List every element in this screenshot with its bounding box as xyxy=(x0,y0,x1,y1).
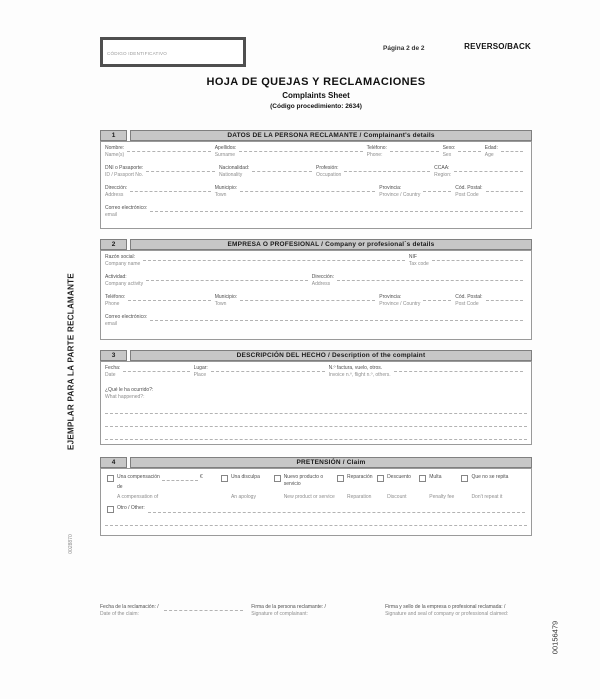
field-label xyxy=(455,294,482,314)
field-label xyxy=(215,145,237,165)
field-cell xyxy=(409,254,527,274)
field-label-es: Municipio: xyxy=(214,185,238,191)
field-cell xyxy=(443,145,485,165)
section-header xyxy=(100,130,532,141)
field-label-es: Profesión: xyxy=(315,165,339,171)
field-cell xyxy=(194,365,329,385)
field-input-line[interactable] xyxy=(458,145,480,152)
section-header xyxy=(100,239,532,250)
field-input-line[interactable] xyxy=(432,254,523,261)
field-label xyxy=(194,365,208,385)
field-row xyxy=(105,365,527,385)
field-label-es: Correo electrónico: xyxy=(105,314,148,320)
field-input-line[interactable] xyxy=(390,145,439,152)
field-label-es: Cód. Postal: xyxy=(455,185,483,191)
field-label xyxy=(434,165,451,185)
field-label-es: NIF xyxy=(408,254,417,260)
field-label xyxy=(105,254,140,274)
field-row xyxy=(105,185,527,205)
field-cell xyxy=(379,294,455,314)
field-label-en: Nationality xyxy=(218,172,243,178)
field-label xyxy=(105,274,143,294)
field-label-es: Actividad: xyxy=(105,274,127,280)
claim-option-en: An apology xyxy=(230,494,256,500)
field-label-es: Correo electrónico: xyxy=(105,205,148,211)
checkbox-discount[interactable] xyxy=(377,475,384,482)
field-label-en: Tax code xyxy=(408,261,429,267)
claim-option-label xyxy=(471,474,508,501)
field-label-en: Address xyxy=(311,281,331,287)
form-serial-number: 00156479 xyxy=(550,620,560,655)
section-header xyxy=(100,457,532,468)
checkbox-new-product[interactable] xyxy=(274,475,281,482)
claim-option-es-2: de xyxy=(117,484,123,490)
field-input-line[interactable] xyxy=(486,185,523,192)
claim-other-row xyxy=(105,505,527,513)
field-row xyxy=(105,274,527,294)
field-label-en: Sex xyxy=(442,152,452,158)
field-label xyxy=(485,145,498,165)
claim-other-label: Otro / Other: xyxy=(117,505,145,511)
claim-option-label xyxy=(429,474,454,501)
claim-option-label xyxy=(231,474,260,501)
field-cell xyxy=(434,165,527,185)
field-cell xyxy=(215,294,380,314)
claim-option-es: Multa xyxy=(429,474,442,480)
section-title: PRETENSIÓN / Claim xyxy=(130,457,532,468)
identification-code-box[interactable] xyxy=(100,37,246,67)
field-label-en: Surname xyxy=(214,152,236,158)
form-section-3 xyxy=(100,350,532,445)
field-label xyxy=(455,185,482,205)
field-cell xyxy=(105,294,215,314)
field-label xyxy=(105,314,147,334)
field-cell xyxy=(379,185,455,205)
claim-option-label xyxy=(117,474,203,501)
form-title: HOJA DE QUEJAS Y RECLAMACIONES xyxy=(206,76,426,88)
field-row xyxy=(105,254,527,274)
field-row xyxy=(105,165,527,185)
field-cell xyxy=(455,185,527,205)
claim-options-row xyxy=(105,474,527,501)
field-cell xyxy=(105,165,219,185)
claim-option-apology xyxy=(219,474,272,501)
field-label-en: Post Code xyxy=(455,301,479,307)
field-cell xyxy=(485,145,527,165)
field-label-en: Invoice n.º, flight n.º, others. xyxy=(328,372,391,378)
field-cell xyxy=(215,145,367,165)
checkbox-other[interactable] xyxy=(107,506,114,513)
field-label-en: email xyxy=(105,212,117,218)
field-label-en: Occupation xyxy=(315,172,342,178)
field-label-es: N.º factura, vuelo, otros. xyxy=(328,365,383,371)
claim-option-en: Discount xyxy=(387,494,407,500)
sidebar-serial-number: 0028870 xyxy=(68,534,74,554)
field-label xyxy=(215,185,238,205)
field-input-line[interactable] xyxy=(394,365,523,372)
claim-option-new-product xyxy=(272,474,335,501)
section-body xyxy=(100,468,532,536)
field-label-en: Town xyxy=(214,301,227,307)
field-label-es: Teléfono: xyxy=(105,294,126,300)
field-label xyxy=(312,274,334,294)
field-label-en: Name(s) xyxy=(105,152,125,158)
field-label-en: ID / Passport No. xyxy=(105,172,144,178)
claim-option-penalty-fee xyxy=(417,474,459,501)
field-label-es: Apellidos: xyxy=(214,145,237,151)
field-label-en: email xyxy=(105,321,117,327)
field-label xyxy=(105,205,147,225)
form-section-1 xyxy=(100,130,532,229)
field-label-es: Provincia: xyxy=(379,185,402,191)
currency-symbol: € xyxy=(199,474,203,480)
field-label xyxy=(329,365,391,385)
section-number: 3 xyxy=(100,350,127,361)
field-label-es: Nombre: xyxy=(105,145,125,151)
field-cell xyxy=(105,314,527,334)
checkbox-no-repeat[interactable] xyxy=(461,475,468,482)
section-body xyxy=(100,141,532,229)
field-cell xyxy=(312,274,527,294)
claim-option-no-repeat xyxy=(459,474,527,501)
field-label-en: Address xyxy=(105,192,124,198)
field-cell xyxy=(455,294,527,314)
section-body xyxy=(100,361,532,445)
field-label-es: Cód. Postal: xyxy=(455,294,483,300)
field-label-es: Teléfono: xyxy=(366,145,387,151)
field-label-en: Place xyxy=(193,372,207,378)
claim-option-en: Don't repeat it xyxy=(471,494,503,500)
claim-option-compensation xyxy=(105,474,219,501)
question-label-en: What happened?: xyxy=(105,394,145,400)
field-row xyxy=(105,145,527,165)
field-label xyxy=(105,294,125,314)
field-input-line[interactable] xyxy=(423,294,451,301)
field-label xyxy=(219,165,249,185)
field-cell xyxy=(105,254,409,274)
field-input-line[interactable] xyxy=(501,145,523,152)
claim-option-es: Nuevo producto o servicio xyxy=(283,474,324,487)
field-input-line[interactable] xyxy=(150,314,523,321)
field-label-en: Province / Country xyxy=(379,192,421,198)
field-label-es: Razón social: xyxy=(105,254,136,260)
claim-option-label xyxy=(284,474,335,501)
field-cell xyxy=(329,365,527,385)
checkbox-penalty-fee[interactable] xyxy=(419,475,426,482)
claim-option-es: Una disculpa xyxy=(230,474,260,480)
claim-option-es: Que no se repita xyxy=(471,474,509,480)
field-label-es: Dirección: xyxy=(105,185,128,191)
claim-date-label: Fecha de la reclamación: / Date of the claim: xyxy=(100,604,159,617)
field-label-es: Sexo: xyxy=(442,145,456,151)
field-cell xyxy=(215,185,380,205)
field-cell xyxy=(105,145,215,165)
field-input-line[interactable] xyxy=(239,145,362,152)
claim-extra-writing-line[interactable] xyxy=(105,516,527,526)
field-label-en: Phone: xyxy=(366,152,383,158)
field-input-line[interactable] xyxy=(146,165,215,172)
field-label xyxy=(379,294,420,314)
field-row xyxy=(105,294,527,314)
field-label xyxy=(316,165,341,185)
field-label-en: Province / Country xyxy=(379,301,421,307)
section-header xyxy=(100,350,532,361)
claim-option-en: New product or service xyxy=(283,494,335,500)
field-input-line[interactable] xyxy=(252,165,312,172)
field-label-es: Nacionalidad: xyxy=(218,165,250,171)
claim-option-es: Una compensación xyxy=(117,474,160,480)
claim-option-label xyxy=(387,474,411,501)
field-label-es: Municipio: xyxy=(214,294,238,300)
claim-option-en: Reparation xyxy=(346,494,372,500)
question-label-es: ¿Qué le ha ocurrido?: xyxy=(105,387,154,393)
field-input-line[interactable] xyxy=(240,294,375,301)
field-input-line[interactable] xyxy=(146,274,308,281)
page-number: Página 2 de 2 xyxy=(383,45,425,52)
field-label xyxy=(409,254,429,274)
section-title: DESCRIPCIÓN DEL HECHO / Description of the complaint xyxy=(130,350,532,361)
identification-code-label: CÓDIGO IDENTIFICATIVO xyxy=(107,51,168,56)
claim-option-discount xyxy=(375,474,417,501)
field-input-line[interactable] xyxy=(337,274,523,281)
field-input-line[interactable] xyxy=(240,185,375,192)
field-label xyxy=(105,185,127,205)
procedure-code: (Código procedimiento: 2634) xyxy=(270,103,362,110)
field-label-en: Phone xyxy=(105,301,120,307)
section-title: EMPRESA O PROFESIONAL / Company or profesional´s details xyxy=(130,239,532,250)
description-writing-line[interactable] xyxy=(105,414,527,427)
reverse-back-label: REVERSO/BACK xyxy=(464,42,531,51)
field-input-line[interactable] xyxy=(130,185,210,192)
checkbox-reparation[interactable] xyxy=(337,475,344,482)
field-label-es: Dirección: xyxy=(311,274,334,280)
claim-other-label-wrap xyxy=(117,505,145,512)
title-block xyxy=(100,76,532,110)
field-input-line[interactable] xyxy=(150,205,523,212)
checkbox-apology[interactable] xyxy=(221,475,228,482)
field-label-en: Date xyxy=(105,372,116,378)
form-section-4 xyxy=(100,457,532,536)
copy-for-claimant-sidebar: EJEMPLAR PARA LA PARTE RECLAMANTE xyxy=(66,273,76,451)
field-cell xyxy=(105,205,527,225)
field-label xyxy=(105,165,143,185)
form-sections xyxy=(100,130,532,536)
other-input-line[interactable] xyxy=(148,508,525,513)
field-cell xyxy=(105,365,194,385)
field-label-es: Provincia: xyxy=(379,294,402,300)
complainant-signature-field[interactable]: Firma de la persona reclamante: / Signature of complainant: xyxy=(251,604,326,617)
field-cell xyxy=(367,145,443,165)
section-number: 2 xyxy=(100,239,127,250)
company-signature-field[interactable]: Firma y sello de la empresa o profesional reclamada: / Signature and seal of company or professional claimed: xyxy=(385,604,509,617)
field-input-line[interactable] xyxy=(127,145,211,152)
field-input-line[interactable] xyxy=(344,165,430,172)
signature-row xyxy=(100,604,532,618)
field-input-line[interactable] xyxy=(211,365,325,372)
field-label xyxy=(105,145,124,165)
question-label xyxy=(105,387,527,401)
claim-date-field xyxy=(100,604,251,618)
claim-option-other xyxy=(105,505,145,513)
section-body xyxy=(100,250,532,340)
field-input-line[interactable] xyxy=(423,185,451,192)
field-label-es: Fecha: xyxy=(105,365,121,371)
section-number: 4 xyxy=(100,457,127,468)
field-label xyxy=(215,294,238,314)
field-label-en: Region: xyxy=(434,172,452,178)
field-cell xyxy=(105,185,215,205)
field-label xyxy=(379,185,420,205)
field-cell xyxy=(316,165,434,185)
section-number: 1 xyxy=(100,130,127,141)
field-label xyxy=(443,145,456,165)
field-row xyxy=(105,314,527,334)
claim-option-reparation xyxy=(335,474,375,501)
field-input-line[interactable] xyxy=(143,254,405,261)
field-cell xyxy=(219,165,316,185)
checkbox-compensation[interactable] xyxy=(107,475,114,482)
field-label xyxy=(105,365,120,385)
claim-date-input-line[interactable] xyxy=(164,604,244,611)
field-input-line[interactable] xyxy=(128,294,210,301)
field-label-en: Company name xyxy=(105,261,141,267)
field-label-es: Edad: xyxy=(484,145,498,151)
form-subtitle: Complaints Sheet xyxy=(282,91,350,100)
claim-option-label xyxy=(347,474,373,501)
field-input-line[interactable] xyxy=(486,294,523,301)
field-label-en: Age xyxy=(484,152,494,158)
section-title: DATOS DE LA PERSONA RECLAMANTE / Complainant's details xyxy=(130,130,532,141)
claim-option-en: A compensation of xyxy=(117,494,159,500)
description-writing-line[interactable] xyxy=(105,427,527,440)
field-row xyxy=(105,205,527,225)
field-label xyxy=(367,145,387,165)
field-input-line[interactable] xyxy=(123,365,189,372)
claim-option-es: Reparación xyxy=(346,474,373,480)
field-label-es: CCAA: xyxy=(434,165,450,171)
field-input-line[interactable] xyxy=(454,165,523,172)
description-writing-line[interactable] xyxy=(105,401,527,414)
field-label-es: DNI o Pasaporte: xyxy=(105,165,144,171)
field-label-es: Lugar: xyxy=(193,365,208,371)
field-cell xyxy=(105,274,312,294)
field-label-en: Company activity xyxy=(105,281,144,287)
field-label-en: Town xyxy=(214,192,227,198)
amount-input-line[interactable] xyxy=(162,476,198,481)
field-label-en: Post Code xyxy=(455,192,479,198)
claim-option-es: Descuento xyxy=(387,474,411,480)
form-section-2 xyxy=(100,239,532,340)
claim-option-en: Penalty fee xyxy=(429,494,455,500)
